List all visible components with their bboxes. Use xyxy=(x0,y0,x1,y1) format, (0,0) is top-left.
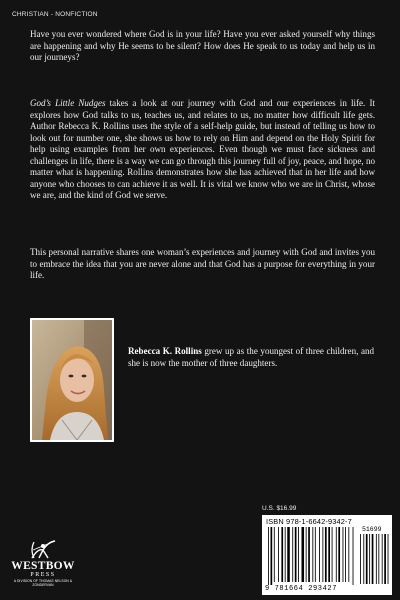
price-code: 51699 xyxy=(362,526,382,533)
barcode-addon-bar xyxy=(384,534,386,584)
barcode-bar xyxy=(332,527,333,582)
author-bio-text: grew up as the youngest of three children, and she is now the mother of three daughters. xyxy=(128,346,375,368)
barcode-bar xyxy=(322,527,323,582)
barcode-bar xyxy=(268,527,269,585)
author-name: Rebecca K. Rollins xyxy=(128,346,202,356)
barcode-bar xyxy=(302,527,305,582)
author-photo xyxy=(30,318,114,442)
barcode-bar xyxy=(312,527,313,582)
summary-paragraph: This personal narrative shares one woman’s experiences and journey with God and invites you to embrace the idea that you are never alone and that God has a purpose for everything in your life. xyxy=(30,247,375,280)
barcode-bar xyxy=(285,527,286,582)
author-bio xyxy=(128,345,374,369)
barcode-bar xyxy=(319,527,320,582)
barcode-bar xyxy=(298,527,299,582)
barcode-addon-bar xyxy=(369,534,370,584)
barcode-bar xyxy=(325,527,327,582)
publisher-division: A DIVISION OF THOMAS NELSON & ZONDERVAN xyxy=(13,579,73,587)
description-paragraph xyxy=(30,98,375,202)
barcode-bar xyxy=(315,527,316,582)
barcode-bar xyxy=(292,527,293,582)
archer-icon xyxy=(28,538,58,560)
barcode-addon-bar xyxy=(366,534,368,584)
barcode-bar xyxy=(348,527,349,582)
barcode-bar xyxy=(295,527,297,582)
barcode-bar xyxy=(353,527,354,585)
barcode-bar xyxy=(306,527,307,582)
description-text: takes a look at our journey with God and our experiences in life. It explores how God talks to us, teaches us, and relates to us, no matter how difficult life gets. Author Rebecca K. Rollins uses the style of a self-help guide, but instead of telling us how to look out for number one, she shows us how to rely on Him and depend on the Holy Spirit for help using examples from her own experiences. Even though we must face sickness and challenges in life, there is a way we can go through this journey full of joy, peace, and hope, no matter what is happening. Rollins demonstrates how she has achieved that in her life and how anyone who chooses to can achieve it as well. It is vital we know who we are in Christ, whose we are, and the kind of God we serve. xyxy=(30,98,376,200)
barcode-addon-bar xyxy=(363,534,364,584)
barcode-bar xyxy=(328,527,330,582)
publisher-logo xyxy=(8,538,78,598)
barcode-bar xyxy=(345,527,346,582)
barcode-addon-bar xyxy=(376,534,377,584)
barcode-addon-bar xyxy=(372,534,374,584)
barcode-bar xyxy=(343,527,344,582)
price-label: U.S. $16.99 xyxy=(262,505,297,512)
book-title: God’s Little Nudges xyxy=(30,98,106,108)
barcode-addon-bar xyxy=(382,534,383,584)
barcode-addon-bar xyxy=(378,534,379,584)
intro-paragraph: Have you ever wondered where God is in your life? Have you ever asked yourself why things are happening and why He seems to be silent? How does He speak to us today and help us in our journeys? xyxy=(30,29,375,62)
barcode-addon-bar xyxy=(388,534,389,584)
barcode-bars xyxy=(262,515,392,595)
barcode-bar xyxy=(281,527,283,582)
barcode-bar xyxy=(308,527,310,582)
barcode-digits: 9 781664 293427 xyxy=(265,585,338,593)
barcode xyxy=(262,515,392,595)
publisher-name: WESTBOW xyxy=(11,560,75,572)
barcode-bar xyxy=(278,527,279,582)
publisher-press: PRESS xyxy=(30,572,56,578)
barcode-bar xyxy=(274,527,275,582)
isbn-number: ISBN 978-1-6642-9342-7 xyxy=(266,517,352,526)
barcode-bar xyxy=(336,527,337,582)
barcode-bar xyxy=(338,527,340,582)
barcode-addon-bar xyxy=(360,534,361,584)
barcode-bar xyxy=(287,527,290,582)
barcode-bar xyxy=(271,527,273,585)
category-label: CHRISTIAN - NONFICTION xyxy=(12,11,98,18)
